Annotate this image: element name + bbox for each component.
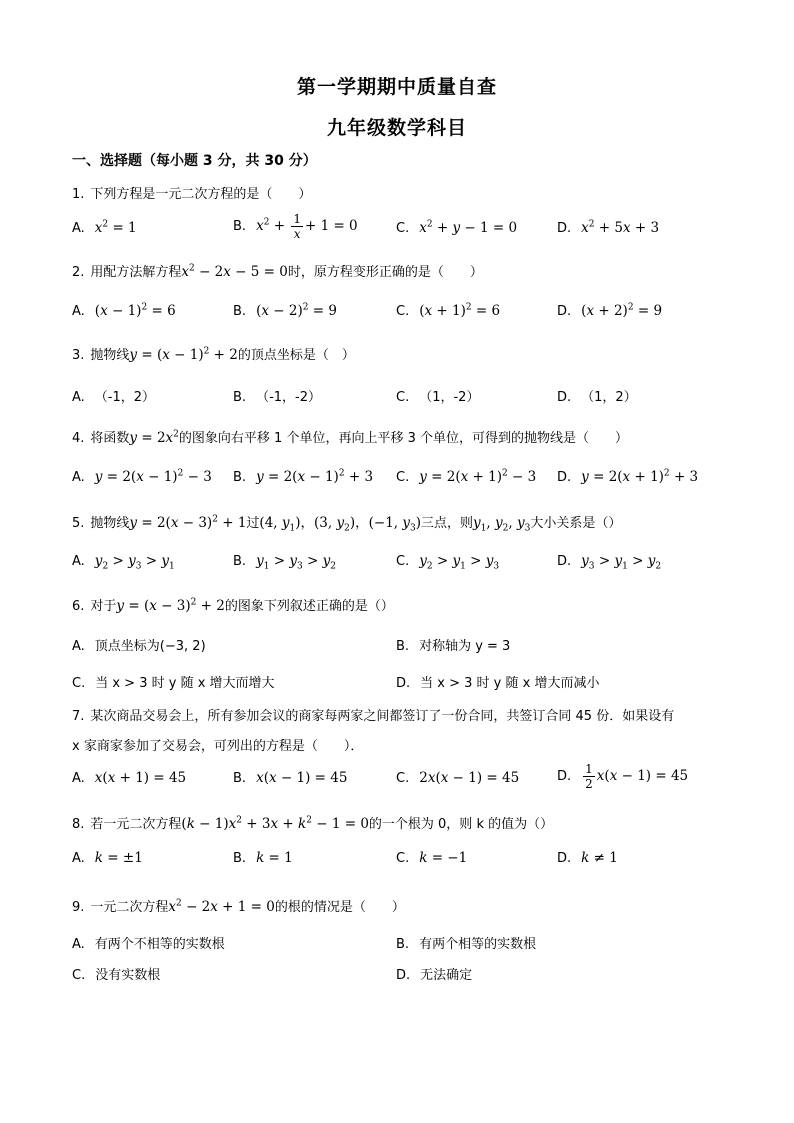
option-value: 有两个不相等的实数根 bbox=[94, 937, 225, 952]
q6-option-b[interactable] bbox=[396, 635, 510, 654]
question-text: 的根的情况是（ ） bbox=[274, 900, 405, 915]
option-value: $x^2 + y - 1 = 0$ bbox=[419, 219, 518, 236]
option-label: A. bbox=[72, 470, 85, 485]
option-value: $(x + 1)^2 = 6$ bbox=[419, 302, 501, 319]
option-label: A. bbox=[72, 304, 85, 319]
q6-option-a[interactable] bbox=[72, 635, 206, 654]
option-label: C. bbox=[396, 390, 410, 405]
question-number: 7. bbox=[72, 709, 85, 724]
question-text: 大小关系是（） bbox=[530, 516, 622, 531]
option-value: $y = 2(x - 1)^2 - 3$ bbox=[94, 468, 212, 485]
option-value: x(x − 1) = 45 bbox=[256, 770, 348, 786]
question-5 bbox=[72, 511, 622, 534]
q8-option-b[interactable] bbox=[233, 850, 293, 866]
question-text: 某次商品交易会上，所有参加会议的商家每两家之间都签订了一份合同，共签订合同 45 份．如果设有 bbox=[90, 709, 675, 724]
option-value: 当 x > 3 时 y 随 x 增大而减小 bbox=[420, 676, 600, 691]
option-label: A. bbox=[72, 639, 85, 654]
question-text: 一元二次方程 bbox=[90, 900, 169, 915]
option-label: B. bbox=[233, 470, 247, 485]
option-value: （1，-2） bbox=[419, 390, 480, 405]
q5-option-d[interactable] bbox=[557, 553, 662, 572]
option-label: D. bbox=[557, 304, 572, 319]
q1-option-a[interactable] bbox=[72, 220, 137, 236]
question-equation: $y = (x - 3)^2 + 2$ bbox=[116, 597, 225, 614]
option-label: C. bbox=[72, 968, 86, 983]
q5-option-a[interactable] bbox=[72, 553, 175, 572]
option-label: B. bbox=[233, 304, 247, 319]
option-value: $x^2$ + $\frac{1}{x}$ + 1 = 0 bbox=[256, 212, 358, 241]
option-label: D. bbox=[557, 221, 572, 236]
option-label: D. bbox=[557, 390, 572, 405]
option-value: x(x + 1) = 45 bbox=[94, 770, 187, 786]
question-text: x 家商家参加了交易会，可列出的方程是（ ）． bbox=[72, 739, 364, 754]
option-label: C. bbox=[396, 554, 410, 569]
exam-title: 第一学期期中质量自查 bbox=[296, 76, 497, 98]
question-text: 抛物线 bbox=[90, 348, 130, 363]
option-value: $y = 2(x + 1)^2 - 3$ bbox=[419, 468, 537, 485]
q3-option-d[interactable] bbox=[557, 386, 637, 405]
option-value: 对称轴为 y = 3 bbox=[419, 639, 511, 654]
q4-option-b[interactable] bbox=[233, 469, 373, 485]
question-text: 将函数 bbox=[90, 431, 130, 446]
option-value: k ≠ 1 bbox=[581, 850, 618, 866]
question-text: 下列方程是一元二次方程的是（ ） bbox=[90, 187, 312, 202]
section-heading: 一、选择题（每小题 3 分，共 30 分） bbox=[72, 153, 317, 169]
option-label: D. bbox=[396, 676, 411, 691]
q3-option-c[interactable] bbox=[396, 386, 479, 405]
option-value: $y = 2(x - 1)^2 + 3$ bbox=[256, 468, 374, 485]
option-value: k = −1 bbox=[419, 850, 468, 866]
option-label: D. bbox=[557, 554, 572, 569]
option-value: $x^2 + 5x + 3$ bbox=[581, 219, 660, 236]
question-7 bbox=[72, 705, 674, 724]
option-value: $\frac{1}{2}$ x(x − 1) = 45 bbox=[585, 762, 689, 791]
question-vars: $y_1$, $y_2$, $y_3$ bbox=[473, 515, 531, 534]
option-label: C. bbox=[396, 304, 410, 319]
option-label: D. bbox=[557, 769, 572, 784]
question-6 bbox=[72, 595, 394, 614]
option-value: 有两个相等的实数根 bbox=[419, 937, 537, 952]
option-label: B. bbox=[233, 390, 247, 405]
option-label: C. bbox=[396, 221, 410, 236]
question-7-line2 bbox=[72, 735, 363, 754]
q6-option-c[interactable] bbox=[72, 672, 275, 691]
question-1 bbox=[72, 183, 311, 202]
q4-option-c[interactable] bbox=[396, 469, 536, 485]
option-label: C. bbox=[396, 470, 410, 485]
question-number: 1. bbox=[72, 187, 85, 202]
option-label: B. bbox=[396, 639, 410, 654]
question-2 bbox=[72, 261, 483, 280]
question-number: 9. bbox=[72, 900, 85, 915]
question-equation: $y = 2x^2$ bbox=[129, 429, 179, 446]
option-value: $y_1 > y_3 > y_2$ bbox=[256, 553, 336, 572]
question-text: 的图象下列叙述正确的是（） bbox=[224, 599, 394, 614]
question-text: 的图象向右平移 1 个单位，再向上平移 3 个单位，可得到的抛物线是（ ） bbox=[178, 431, 628, 446]
q1-option-b[interactable] bbox=[233, 212, 358, 241]
question-number: 2. bbox=[72, 265, 85, 280]
option-value: $(x + 2)^2 = 9$ bbox=[581, 302, 663, 319]
option-value: $x^2 = 1$ bbox=[94, 219, 137, 236]
question-number: 6. bbox=[72, 599, 85, 614]
option-label: A. bbox=[72, 771, 85, 786]
option-label: C. bbox=[396, 851, 410, 866]
q6-option-d[interactable] bbox=[396, 672, 599, 691]
q7-option-c[interactable] bbox=[396, 770, 519, 786]
option-value: $y_2 > y_1 > y_3$ bbox=[419, 553, 500, 572]
q5-option-b[interactable] bbox=[233, 553, 336, 572]
question-number: 3. bbox=[72, 348, 85, 363]
q2-option-b[interactable] bbox=[233, 303, 337, 319]
option-label: B. bbox=[233, 219, 247, 234]
question-number: 5. bbox=[72, 516, 85, 531]
question-equation: $y = 2(x - 3)^2 + 1$ bbox=[129, 514, 247, 531]
question-text: 的一个根为 0，则 k 的值为（） bbox=[368, 817, 554, 832]
option-label: D. bbox=[557, 470, 572, 485]
option-label: A. bbox=[72, 851, 85, 866]
option-value: （1，2） bbox=[581, 390, 637, 405]
q1-option-d[interactable] bbox=[557, 220, 659, 236]
question-text: 过 bbox=[246, 516, 260, 531]
q9-option-b[interactable] bbox=[396, 933, 536, 952]
question-text: 时，原方程变形正确的是（ ） bbox=[287, 265, 483, 280]
q5-option-c[interactable] bbox=[396, 553, 500, 572]
question-equation: $(k - 1)x^2 + 3x + k^2 - 1 = 0$ bbox=[181, 815, 369, 832]
option-label: A. bbox=[72, 221, 85, 236]
option-label: B. bbox=[233, 554, 247, 569]
question-4 bbox=[72, 427, 628, 446]
option-value: $(x - 2)^2 = 9$ bbox=[256, 302, 337, 319]
option-value: （-1，2） bbox=[94, 390, 156, 405]
option-value: 2x(x − 1) = 45 bbox=[419, 770, 520, 786]
q7-option-b[interactable] bbox=[233, 770, 347, 786]
option-label: D. bbox=[396, 968, 411, 983]
question-number: 8. bbox=[72, 817, 85, 832]
q9-option-c[interactable] bbox=[72, 964, 160, 983]
question-8 bbox=[72, 813, 553, 832]
question-text: 若一元二次方程 bbox=[90, 817, 182, 832]
option-value: （-1，-2） bbox=[256, 390, 321, 405]
question-points: (4, $y_1$)，(3, $y_2$)，(−1, $y_3$) bbox=[259, 515, 422, 534]
q9-option-a[interactable] bbox=[72, 933, 225, 952]
q3-option-a[interactable] bbox=[72, 386, 155, 405]
q8-option-c[interactable] bbox=[396, 850, 467, 866]
question-text: 三点，则 bbox=[421, 516, 474, 531]
option-label: D. bbox=[557, 851, 572, 866]
option-value: k = ±1 bbox=[94, 850, 143, 866]
option-value: 无法确定 bbox=[420, 968, 473, 983]
question-equation: $y = (x - 1)^2 + 2$ bbox=[129, 346, 238, 363]
q2-option-d[interactable] bbox=[557, 303, 662, 319]
option-value: k = 1 bbox=[256, 850, 293, 866]
option-label: C. bbox=[396, 771, 410, 786]
question-equation: $x^2 - 2x + 1 = 0$ bbox=[168, 898, 275, 915]
question-9 bbox=[72, 896, 405, 915]
q3-option-b[interactable] bbox=[233, 386, 321, 405]
option-value: 当 x > 3 时 y 随 x 增大而增大 bbox=[95, 676, 275, 691]
question-text: 的顶点坐标是（ ） bbox=[237, 348, 355, 363]
q2-option-a[interactable] bbox=[72, 303, 176, 319]
question-number: 4. bbox=[72, 431, 85, 446]
question-equation: $x^2 - 2x - 5 = 0$ bbox=[181, 263, 288, 280]
option-value: $y_2 > y_3 > y_1$ bbox=[94, 553, 175, 572]
option-value: 没有实数根 bbox=[95, 968, 161, 983]
option-label: C. bbox=[72, 676, 86, 691]
option-value: $(x - 1)^2 = 6$ bbox=[94, 302, 176, 319]
option-label: A. bbox=[72, 390, 85, 405]
q7-option-a[interactable] bbox=[72, 770, 186, 786]
q7-option-d[interactable] bbox=[557, 762, 688, 791]
q8-option-a[interactable] bbox=[72, 850, 143, 866]
option-value: $y_3 > y_1 > y_2$ bbox=[581, 553, 662, 572]
question-text: 对于 bbox=[90, 599, 117, 614]
option-label: A. bbox=[72, 554, 85, 569]
question-text: 用配方法解方程 bbox=[90, 265, 182, 280]
q2-option-c[interactable] bbox=[396, 303, 500, 319]
exam-subtitle: 九年级数学科目 bbox=[326, 117, 467, 139]
q4-option-a[interactable] bbox=[72, 469, 212, 485]
option-label: A. bbox=[72, 937, 85, 952]
q1-option-c[interactable] bbox=[396, 220, 517, 236]
q8-option-d[interactable] bbox=[557, 850, 618, 866]
option-label: B. bbox=[396, 937, 410, 952]
option-label: B. bbox=[233, 771, 247, 786]
option-value: 顶点坐标为(−3, 2) bbox=[94, 639, 206, 654]
question-3 bbox=[72, 344, 355, 363]
question-text: 抛物线 bbox=[90, 516, 130, 531]
option-label: B. bbox=[233, 851, 247, 866]
option-value: $y = 2(x + 1)^2 + 3$ bbox=[581, 468, 699, 485]
q4-option-d[interactable] bbox=[557, 469, 698, 485]
q9-option-d[interactable] bbox=[396, 964, 472, 983]
